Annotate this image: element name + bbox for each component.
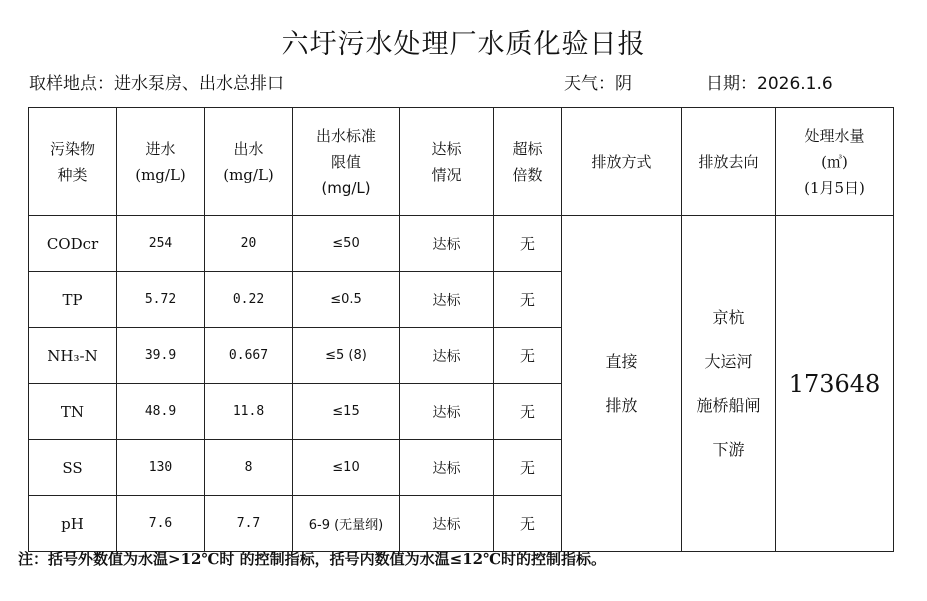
outflow-value: 11.8: [205, 384, 293, 440]
status-value: 达标: [400, 440, 494, 496]
inflow-value: 5.72: [117, 272, 205, 328]
inflow-value: 254: [117, 216, 205, 272]
exceed-value: 无: [494, 216, 562, 272]
outflow-value: 20: [205, 216, 293, 272]
table-row: [29, 216, 894, 272]
discharge-method: 直接 排放: [562, 216, 682, 552]
outflow-value: 0.22: [205, 272, 293, 328]
pollutant-name: NH₃-N: [29, 328, 117, 384]
outflow-value: 8: [205, 440, 293, 496]
outflow-value: 0.667: [205, 328, 293, 384]
status-value: 达标: [400, 328, 494, 384]
report-title: 六圩污水处理厂水质化验日报: [281, 29, 646, 60]
exceed-value: 无: [494, 272, 562, 328]
exceed-value: 无: [494, 328, 562, 384]
header-destination: 排放去向: [682, 108, 776, 216]
limit-value: ≤15: [293, 384, 400, 440]
limit-value: ≤5 (8): [293, 328, 400, 384]
inflow-value: 39.9: [117, 328, 205, 384]
treated-volume: 173648: [776, 216, 894, 552]
header-limit: 出水标准 限值 (mg/L): [293, 108, 400, 216]
header-status: 达标 情况: [400, 108, 494, 216]
header-row: [29, 108, 894, 216]
pollutant-name: TN: [29, 384, 117, 440]
header-outflow: 出水 (mg/L): [205, 108, 293, 216]
discharge-destination: 京杭 大运河 施桥船闸 下游: [682, 216, 776, 552]
inflow-value: 130: [117, 440, 205, 496]
sampling-location: 取样地点：进水泵房、出水总排口: [29, 74, 284, 94]
pollutant-name: SS: [29, 440, 117, 496]
outflow-value: 7.7: [205, 496, 293, 552]
header-pollutant: 污染物 种类: [29, 108, 117, 216]
limit-value: 6-9 (无量纲): [293, 496, 400, 552]
header-inflow: 进水 (mg/L): [117, 108, 205, 216]
pollutant-name: CODcr: [29, 216, 117, 272]
status-value: 达标: [400, 216, 494, 272]
header-volume: 处理水量 (㎥) (1月5日): [776, 108, 894, 216]
inflow-value: 7.6: [117, 496, 205, 552]
inflow-value: 48.9: [117, 384, 205, 440]
pollutant-name: TP: [29, 272, 117, 328]
exceed-value: 无: [494, 440, 562, 496]
limit-value: ≤0.5: [293, 272, 400, 328]
water-quality-table: [28, 107, 894, 552]
status-value: 达标: [400, 496, 494, 552]
footnote: 注：括号外数值为水温>12℃时 的控制指标，括号内数值为水温≤12℃时的控制指标。: [18, 550, 607, 568]
weather: 天气：阴: [564, 74, 632, 94]
status-value: 达标: [400, 384, 494, 440]
exceed-value: 无: [494, 496, 562, 552]
status-value: 达标: [400, 272, 494, 328]
limit-value: ≤50: [293, 216, 400, 272]
header-method: 排放方式: [562, 108, 682, 216]
limit-value: ≤10: [293, 440, 400, 496]
header-exceed: 超标 倍数: [494, 108, 562, 216]
report-date: 日期：2026.1.6: [706, 74, 833, 94]
pollutant-name: pH: [29, 496, 117, 552]
exceed-value: 无: [494, 384, 562, 440]
